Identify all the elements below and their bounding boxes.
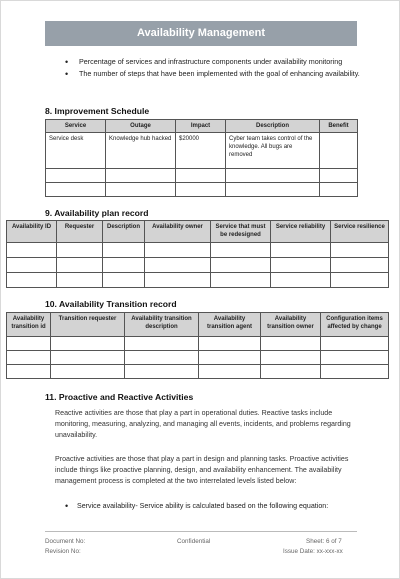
column-header: Outage — [106, 120, 176, 133]
table-cell — [57, 258, 103, 273]
column-header: Availability transition agent — [199, 313, 261, 337]
section-heading-proactive-reactive: 11. Proactive and Reactive Activities — [45, 392, 194, 402]
table-cell: Knowledge hub hacked — [106, 133, 176, 169]
table-cell — [103, 243, 145, 258]
table-cell — [51, 337, 125, 351]
table-cell — [51, 351, 125, 365]
improvement-schedule-table — [45, 119, 358, 197]
table-row — [7, 243, 389, 258]
footer-divider — [45, 531, 357, 532]
table-cell — [7, 365, 51, 379]
column-header: Availability ID — [7, 221, 57, 243]
table-cell — [321, 365, 389, 379]
table-row — [46, 169, 358, 183]
table-cell — [320, 183, 358, 197]
table-cell — [261, 351, 321, 365]
table-cell — [176, 183, 226, 197]
table-cell — [331, 273, 389, 288]
column-header: Service resilience — [331, 221, 389, 243]
table-header-row — [7, 313, 389, 337]
table-cell — [199, 351, 261, 365]
table-cell — [321, 337, 389, 351]
table-cell: Cyber team takes control of the knowledge. All bugs are removed — [226, 133, 320, 169]
column-header: Benefit — [320, 120, 358, 133]
section-heading-availability-plan-record: 9. Availability plan record — [45, 208, 149, 218]
column-header: Availability transition owner — [261, 313, 321, 337]
table-cell — [145, 273, 211, 288]
table-cell — [7, 273, 57, 288]
list-item: • The number of steps that have been implemented with the goal of enhancing availability. — [65, 69, 365, 80]
column-header: Transition requester — [51, 313, 125, 337]
table-cell — [125, 337, 199, 351]
column-header: Description — [103, 221, 145, 243]
table-cell — [46, 169, 106, 183]
column-header: Requester — [57, 221, 103, 243]
table-cell — [199, 365, 261, 379]
list-item: • Percentage of services and infrastructure components under availability monitoring — [65, 57, 365, 68]
table-cell — [7, 243, 57, 258]
table-cell — [320, 133, 358, 169]
table-cell — [125, 365, 199, 379]
table-cell: Service desk — [46, 133, 106, 169]
table-cell — [7, 337, 51, 351]
table-row — [7, 258, 389, 273]
column-header: Service reliability — [271, 221, 331, 243]
column-header: Availability owner — [145, 221, 211, 243]
column-header: Availability transition id — [7, 313, 51, 337]
column-header: Service — [46, 120, 106, 133]
table-cell — [226, 183, 320, 197]
availability-plan-record-table — [6, 220, 389, 288]
table-row — [7, 337, 389, 351]
table-row — [46, 133, 358, 169]
table-row — [7, 273, 389, 288]
table-cell — [145, 258, 211, 273]
column-header: Description — [226, 120, 320, 133]
table-header-row — [7, 221, 389, 243]
table-cell — [7, 258, 57, 273]
table-cell — [51, 365, 125, 379]
table-row — [7, 351, 389, 365]
table-row — [7, 365, 389, 379]
table-cell — [271, 243, 331, 258]
footer-document-no: Document No: — [45, 538, 86, 545]
table-cell — [211, 243, 271, 258]
footer-issue-date: Issue Date: xx-xxx-xx — [283, 548, 343, 555]
table-header-row — [46, 120, 358, 133]
table-cell — [211, 273, 271, 288]
table-row — [46, 183, 358, 197]
table-cell — [331, 243, 389, 258]
table-cell — [211, 258, 271, 273]
table-cell — [46, 183, 106, 197]
table-cell — [125, 351, 199, 365]
section-heading-improvement-schedule: 8. Improvement Schedule — [45, 106, 150, 116]
column-header: Service that must be redesigned — [211, 221, 271, 243]
table-cell — [103, 258, 145, 273]
list-item: • Service availability- Service ability is calculated based on the following equation: — [65, 501, 365, 511]
table-cell — [271, 258, 331, 273]
table-cell — [320, 169, 358, 183]
paragraph-reactive: Reactive activities are those that play a part in operational duties. Reactive tasks include monitoring, measuring, analyzing, and managing all events, incidents, and problems regarding unavailability. — [55, 409, 351, 440]
page-title: Availability Management — [45, 21, 357, 46]
table-cell — [199, 337, 261, 351]
table-cell — [57, 243, 103, 258]
table-cell — [226, 169, 320, 183]
table-cell — [271, 273, 331, 288]
footer-revision-no: Revision No: — [45, 548, 81, 555]
paragraph-proactive: Proactive activities are those that play a part in design and planning tasks. Proactive activities include things like proactive planning, design, and availability enhancement. The availability management process is completed at the two interrelated levels listed below: — [55, 455, 349, 486]
table-cell — [321, 351, 389, 365]
table-cell — [106, 169, 176, 183]
section-heading-availability-transition-record: 10. Availability Transition record — [45, 299, 177, 309]
table-cell — [331, 258, 389, 273]
table-cell — [145, 243, 211, 258]
table-cell — [7, 351, 51, 365]
column-header: Availability transition description — [125, 313, 199, 337]
table-cell — [261, 365, 321, 379]
table-cell — [103, 273, 145, 288]
availability-transition-record-table — [6, 312, 389, 379]
column-header: Configuration items affected by change — [321, 313, 389, 337]
table-cell — [176, 169, 226, 183]
footer-sheet: Sheet: 6 of 7 — [306, 538, 342, 545]
table-cell — [57, 273, 103, 288]
footer-confidential: Confidential — [177, 538, 211, 545]
table-cell — [106, 183, 176, 197]
intro-bullet-list — [65, 57, 365, 80]
table-cell: $20000 — [176, 133, 226, 169]
table-cell — [261, 337, 321, 351]
column-header: Impact — [176, 120, 226, 133]
